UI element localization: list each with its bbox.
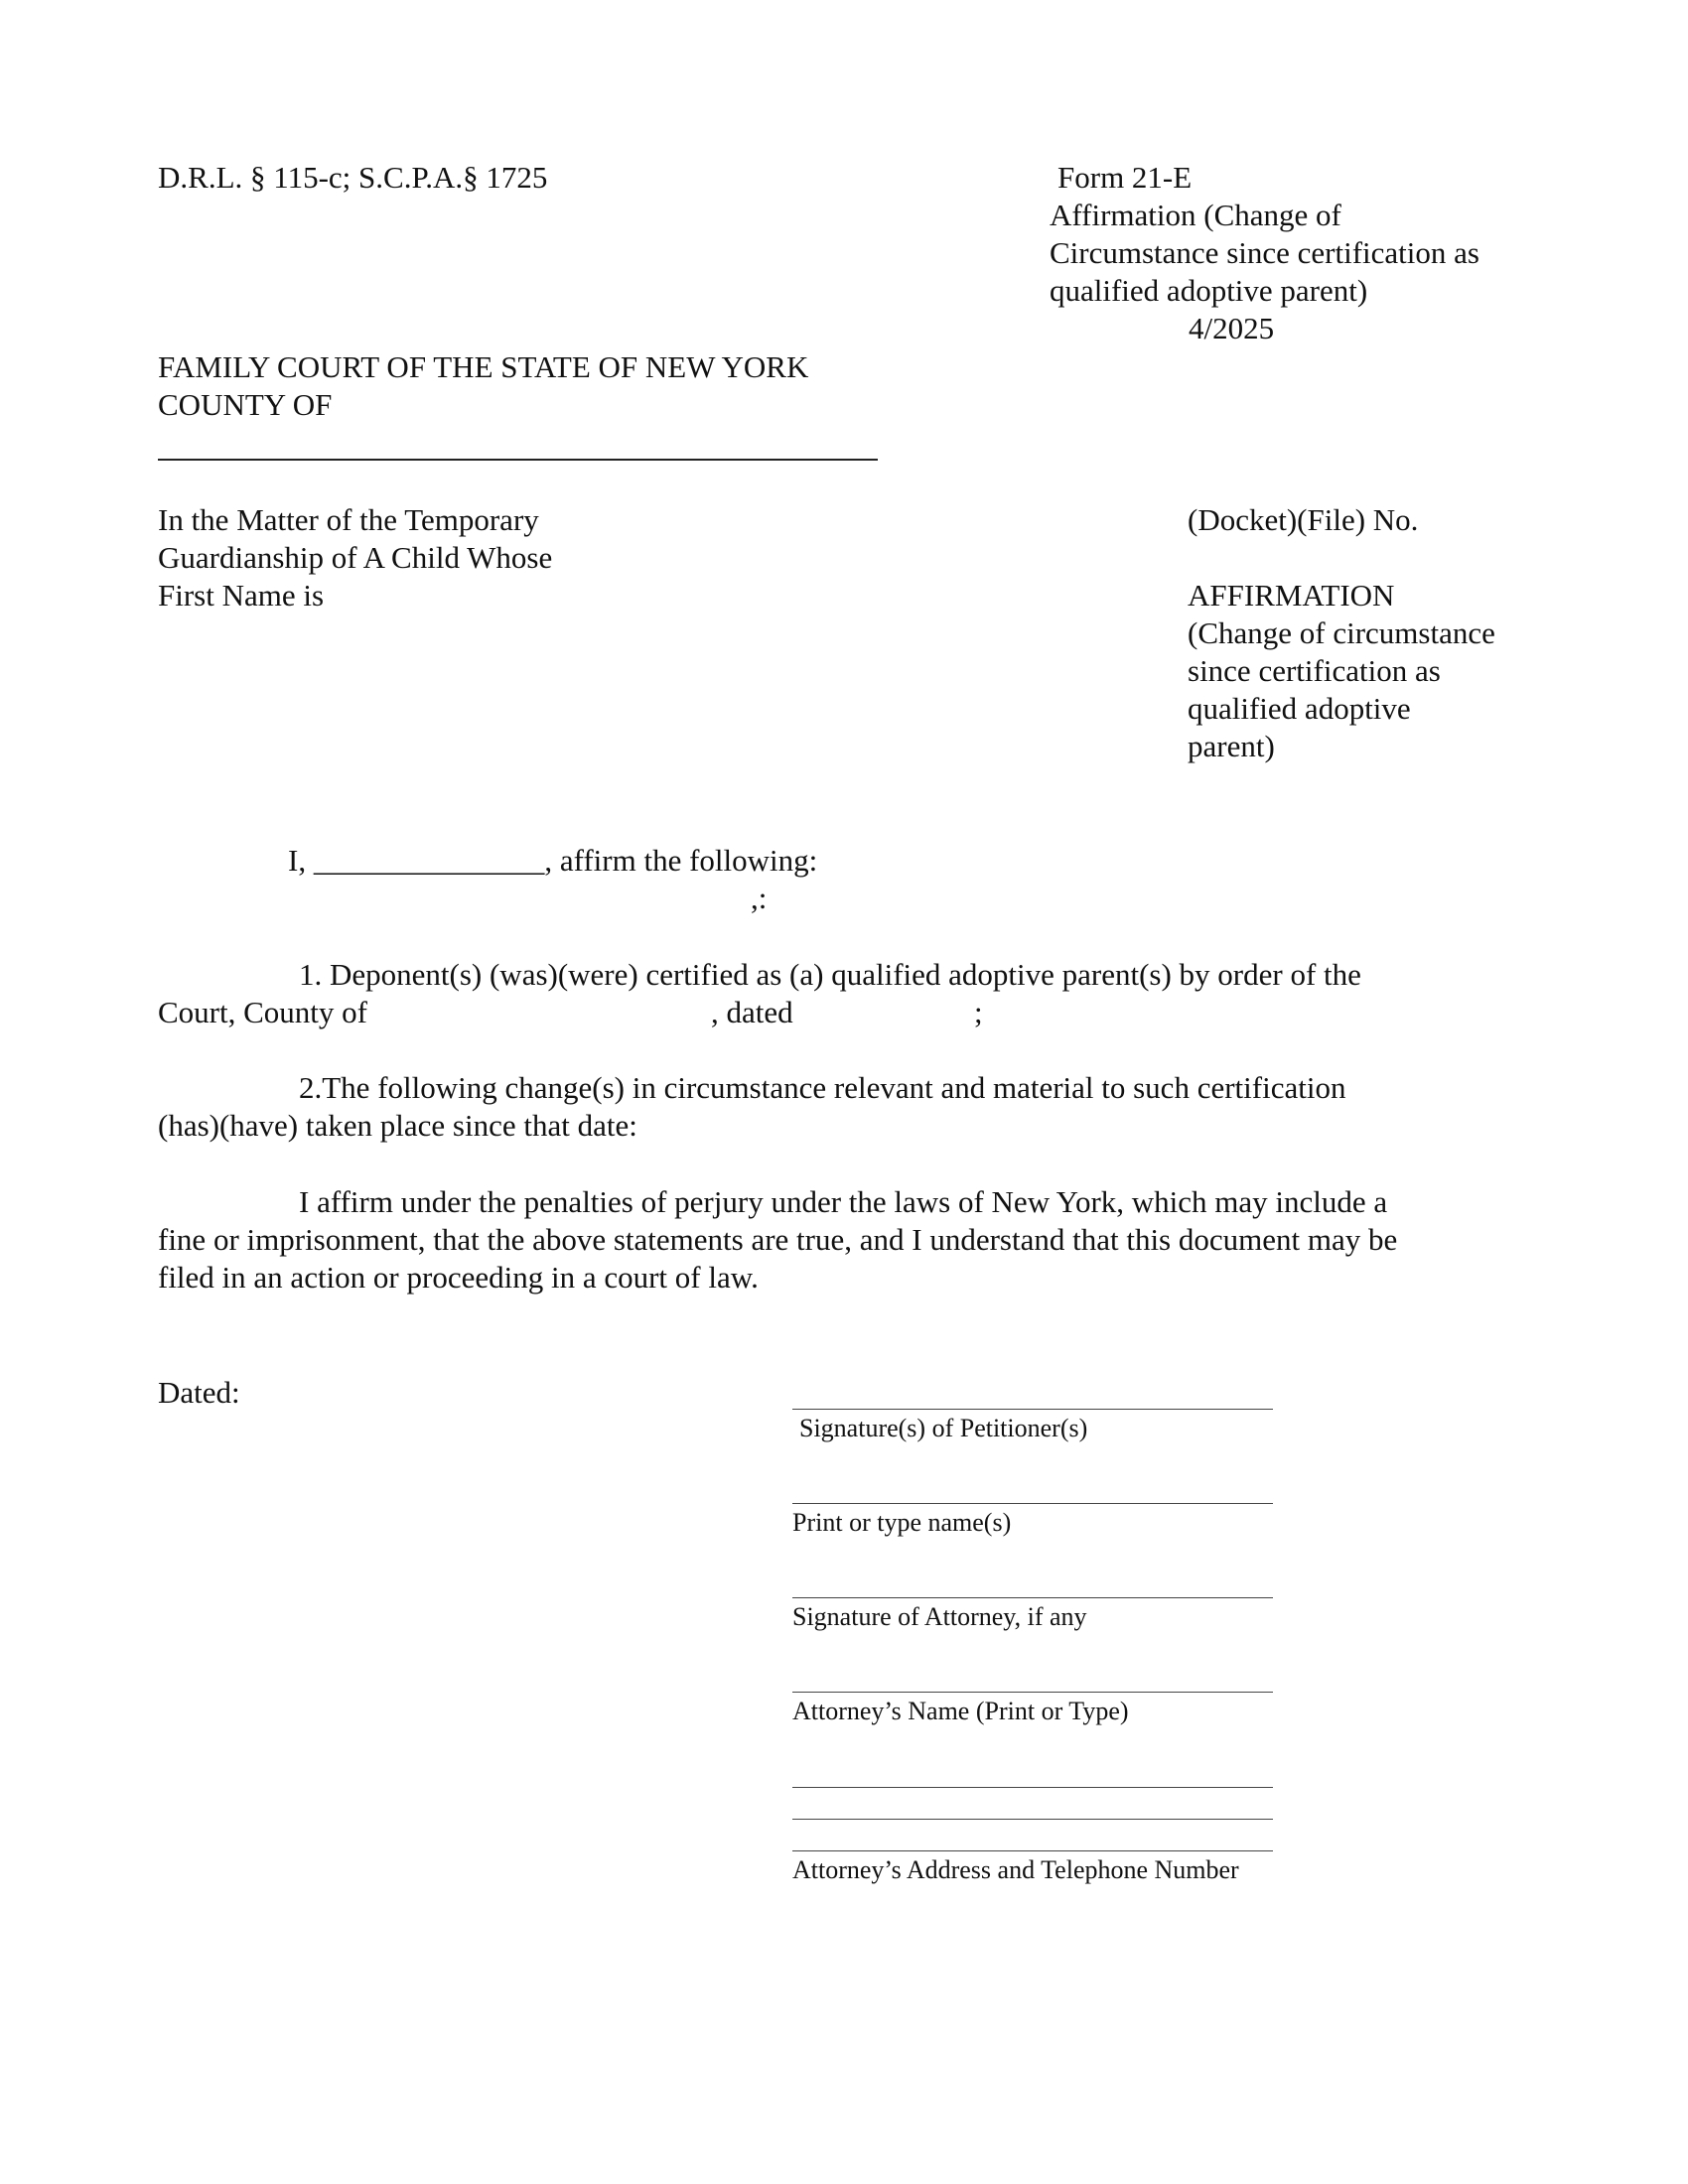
form-title-line-1: Affirmation (Change of <box>1050 198 1341 232</box>
paragraph-1-dated-label: , dated <box>711 995 793 1029</box>
form-number: Form 21-E <box>1057 160 1193 195</box>
paragraph-1-county-label: Court, County of <box>158 995 367 1029</box>
paragraph-1-semicolon: ; <box>974 995 983 1029</box>
statute-citation: D.R.L. § 115-c; S.C.P.A.§ 1725 <box>158 160 548 195</box>
paragraph-2-line-1: 2.The following change(s) in circumstance relevant and material to such certification <box>299 1070 1346 1105</box>
docket-label: (Docket)(File) No. <box>1188 502 1419 537</box>
court-county: COUNTY OF <box>158 387 333 422</box>
court-name: FAMILY COURT OF THE STATE OF NEW YORK <box>158 349 809 384</box>
attorney-address-label: Attorney’s Address and Telephone Number <box>792 1855 1239 1884</box>
paragraph-2-line-2: (has)(have) taken place since that date: <box>158 1108 637 1143</box>
petitioner-signature-label: Signature(s) of Petitioner(s) <box>799 1414 1088 1442</box>
stray-mark: ,: <box>751 881 768 915</box>
matter-line-1: In the Matter of the Temporary <box>158 502 539 537</box>
affirm-line: I, _______________, affirm the following: <box>288 843 818 878</box>
attorney-name-label: Attorney’s Name (Print or Type) <box>792 1697 1129 1725</box>
matter-line-2: Guardianship of A Child Whose <box>158 540 553 575</box>
perjury-line-3: filed in an action or proceeding in a court of law. <box>158 1260 759 1295</box>
attorney-signature-label: Signature of Attorney, if any <box>792 1602 1087 1631</box>
document-subtitle-1: (Change of circumstance <box>1188 615 1495 650</box>
document-subtitle-2: since certification as <box>1188 653 1441 688</box>
document-subtitle-3: qualified adoptive <box>1188 691 1411 726</box>
document-title: AFFIRMATION <box>1188 578 1395 613</box>
dated-label: Dated: <box>158 1375 240 1410</box>
perjury-line-1: I affirm under the penalties of perjury under the laws of New York, which may include a <box>299 1184 1388 1219</box>
county-underline <box>158 459 878 461</box>
revision-date: 4/2025 <box>1189 311 1275 345</box>
perjury-line-2: fine or imprisonment, that the above statements are true, and I understand that this document may be <box>158 1222 1398 1257</box>
attorney-address-line-1 <box>792 1787 1273 1788</box>
print-name-label: Print or type name(s) <box>792 1508 1012 1537</box>
form-title-line-2: Circumstance since certification as <box>1050 235 1479 270</box>
paragraph-1-line-1: 1. Deponent(s) (was)(were) certified as (a) qualified adoptive parent(s) by order of the <box>299 957 1361 992</box>
attorney-address-line-2 <box>792 1819 1273 1820</box>
form-title-line-3: qualified adoptive parent) <box>1050 273 1368 308</box>
matter-line-3: First Name is <box>158 578 325 613</box>
document-subtitle-4: parent) <box>1188 729 1275 763</box>
